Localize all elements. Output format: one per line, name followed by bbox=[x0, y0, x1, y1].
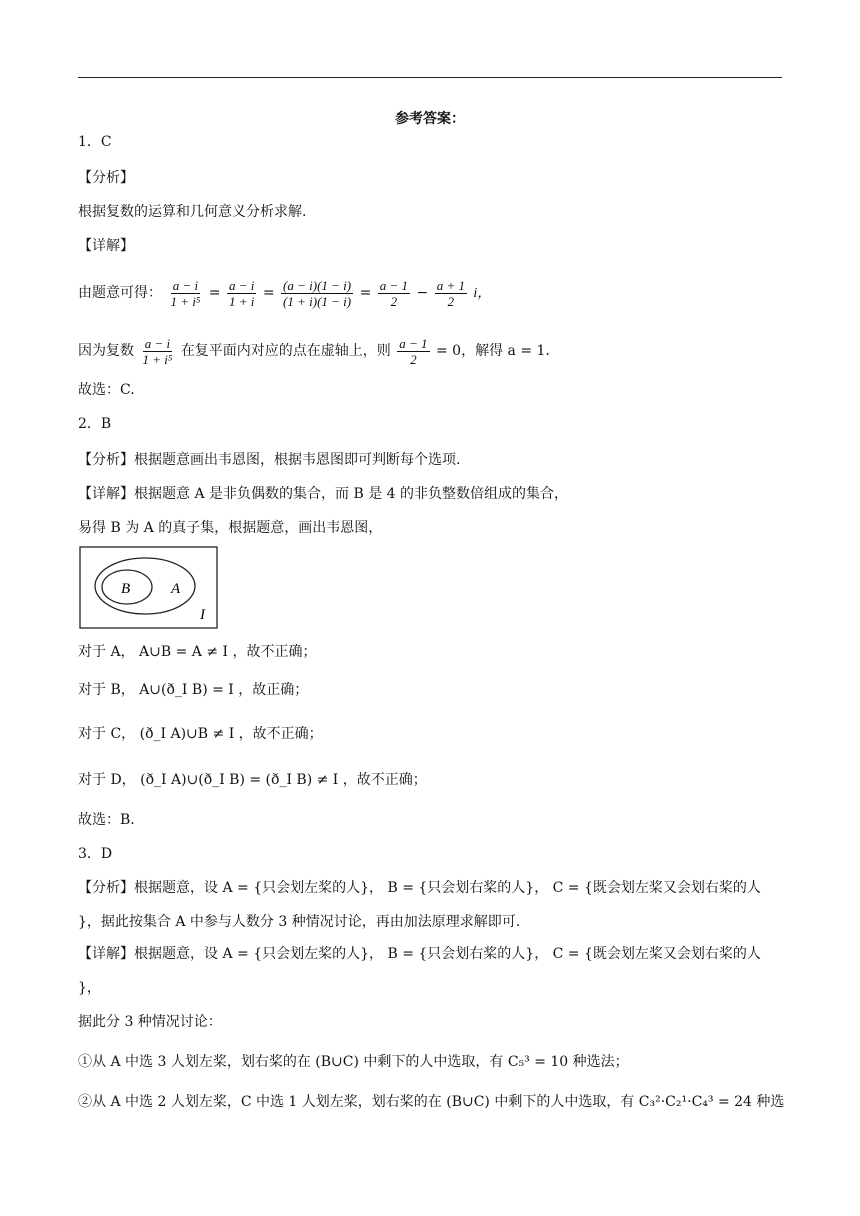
q2-analysis: 【分析】根据题意画出韦恩图，根据韦恩图即可判断每个选项. bbox=[78, 452, 461, 468]
q3-analysis-1: 【分析】根据题意，设 A = {只会划左桨的人}， B = {只会划右桨的人}， C = {既会划左桨又会划右桨的人 bbox=[78, 880, 761, 896]
header-rule bbox=[78, 77, 782, 78]
q2-option-b: 对于 B， A∪(ð_I B) = I ，故正确； bbox=[78, 682, 309, 698]
q3-detail-1: 【详解】根据题意，设 A = {只会划左桨的人}， B = {只会划右桨的人}， C = {既会划左桨又会划右桨的人 bbox=[78, 946, 761, 962]
q1-fraction-1: $\frac{a - i}{\text{1 + i⁵}}$ bbox=[170, 277, 201, 309]
venn-label-i: I bbox=[200, 607, 205, 623]
q3-detail-2: }， bbox=[78, 980, 101, 996]
q2-conclusion: 故选：B. bbox=[78, 812, 135, 828]
q1-conclusion: 故选：C. bbox=[78, 382, 135, 398]
q2-detail-2: 易得 B 为 A 的真子集，根据题意，画出韦恩图， bbox=[78, 520, 383, 536]
q1-answer: 1．C bbox=[78, 134, 112, 150]
q2-answer: 2．B bbox=[78, 416, 112, 432]
q3-case-1: ①从 A 中选 3 人划左桨，划右桨的在 (B∪C) 中剩下的人中选取，有 C₅³ = 10 种选法； bbox=[78, 1054, 629, 1070]
q1-equation: 由题意可得： $\frac{a - i}{\text{1 + i⁵}}$ = $\frac{a - i}{1 + i}$ = $\frac{(a - i)(1 - i)}{(1 + i)(1 - i)}$ = $\frac{a - 1}{2}$ − $\frac{a + 1}{2}$ i， bbox=[78, 277, 492, 309]
q3-cases-intro: 据此分 3 种情况讨论： bbox=[78, 1014, 222, 1030]
q1-analysis: 根据复数的运算和几何意义分析求解. bbox=[78, 204, 307, 220]
q2-option-d: 对于 D， (ð_I A)∪(ð_I B) = (ð_I B) ≠ I ，故不正确； bbox=[78, 772, 427, 788]
page-title: 参考答案： bbox=[395, 111, 465, 127]
q1-cond-prefix: 因为复数 bbox=[78, 343, 134, 359]
q3-analysis-2: }，据此按集合 A 中参与人数分 3 种情况讨论，再由加法原理求解即可. bbox=[78, 914, 521, 930]
venn-label-a: A bbox=[171, 581, 181, 597]
q3-case-2: ②从 A 中选 2 人划左桨，C 中选 1 人划左桨，划右桨的在 (B∪C) 中剩下的人中选取，有 C₃²·C₂¹·C₄³ = 24 种选 bbox=[78, 1094, 785, 1110]
q1-condition bbox=[78, 334, 550, 368]
q1-fraction-5: $\frac{a + 1}{2}$ bbox=[436, 277, 465, 309]
q1-fraction-2: $\frac{a - i}{1 + i}$ bbox=[229, 277, 255, 309]
q2-option-c: 对于 C， (ð_I A)∪B ≠ I ，故不正确； bbox=[78, 726, 323, 742]
q3-answer: 3．D bbox=[78, 846, 113, 862]
q1-eq-prefix: 由题意可得： bbox=[78, 285, 162, 301]
q1-cond-fraction: $\frac{a - i}{\text{1 + i⁵}}$ bbox=[142, 335, 173, 367]
venn-diagram bbox=[79, 546, 219, 630]
q2-detail: 【详解】根据题意 A 是非负偶数的集合，而 B 是 4 的非负整数倍组成的集合， bbox=[78, 486, 569, 502]
q1-cond-fraction-2: $\frac{a - 1}{2}$ bbox=[399, 335, 428, 367]
q2-option-a: 对于 A， A∪B = A ≠ I ，故不正确； bbox=[78, 644, 317, 660]
q1-fraction-4: $\frac{a - 1}{2}$ bbox=[379, 277, 409, 309]
q1-fraction-3: $\frac{(a - i)(1 - i)}{(1 + i)(1 - i)}$ bbox=[283, 277, 352, 309]
q1-eq-tail: i， bbox=[473, 286, 492, 301]
q1-cond-tail: = 0，解得 a = 1. bbox=[436, 343, 550, 359]
q1-analysis-tag: 【分析】 bbox=[78, 170, 134, 186]
q1-detail-tag: 【详解】 bbox=[78, 238, 134, 254]
q1-cond-mid: 在复平面内对应的点在虚轴上，则 bbox=[180, 343, 391, 359]
venn-label-b: B bbox=[121, 581, 131, 597]
